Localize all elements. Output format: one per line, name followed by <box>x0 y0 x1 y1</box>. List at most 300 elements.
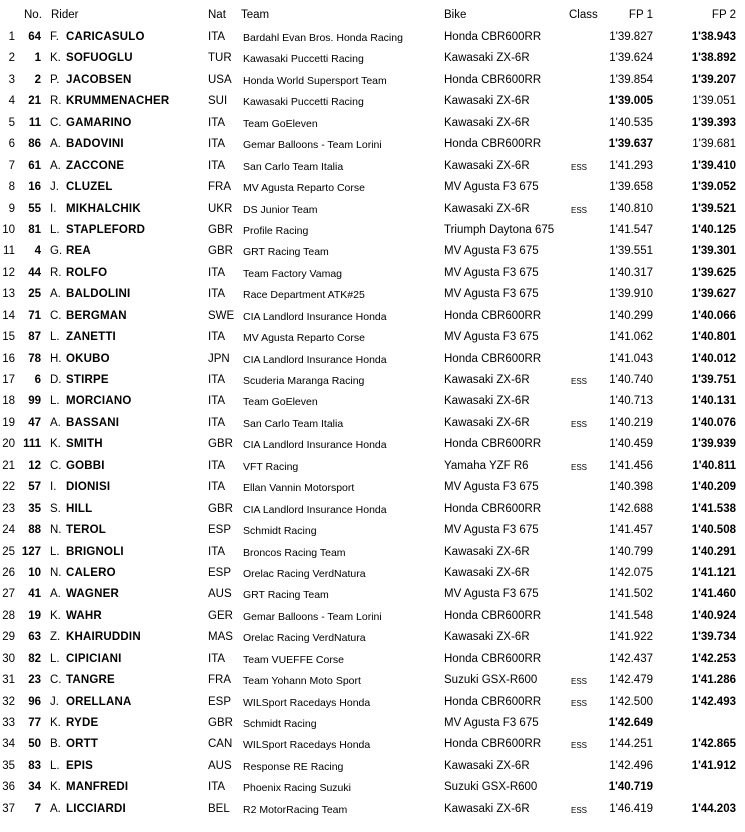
nationality-cell: ESP <box>208 695 232 708</box>
fp2-time: 1'42.253 <box>691 652 736 665</box>
rider-initial: A. <box>50 159 61 172</box>
team-cell: Orelac Racing VerdNatura <box>243 567 366 580</box>
fp1-time: 1'41.062 <box>609 331 653 344</box>
position-cell: 25 <box>2 545 15 558</box>
team-cell: Orelac Racing VerdNatura <box>243 632 366 645</box>
class-cell: ESS <box>571 162 588 172</box>
position-cell: 27 <box>2 588 15 601</box>
table-row <box>0 134 745 155</box>
number-cell: 50 <box>28 738 41 751</box>
rider-surname: BALDOLINI <box>66 288 131 301</box>
position-cell: 10 <box>2 223 15 236</box>
team-cell: WILSport Racedays Honda <box>243 696 371 709</box>
position-cell: 3 <box>8 73 15 86</box>
rider-initial: A. <box>50 588 61 601</box>
number-cell: 7 <box>34 802 41 815</box>
rider-initial: P. <box>50 73 60 86</box>
bike-cell: Kawasaki ZX-6R <box>444 95 530 108</box>
table-row <box>0 306 745 327</box>
table-row <box>0 713 745 734</box>
fp1-time: 1'41.043 <box>609 352 653 365</box>
fp1-time: 1'40.713 <box>609 395 653 408</box>
rider-surname: MANFREDI <box>66 781 129 794</box>
position-cell: 20 <box>2 438 15 451</box>
nationality-cell: ESP <box>208 524 232 537</box>
table-row <box>0 520 745 541</box>
team-cell: MV Agusta Reparto Corse <box>243 332 365 345</box>
nationality-cell: JPN <box>208 352 230 365</box>
rider-surname: KRUMMENACHER <box>66 95 170 108</box>
bike-cell: Kawasaki ZX-6R <box>444 52 530 65</box>
fp1-time: 1'40.799 <box>609 545 653 558</box>
team-cell: CIA Landlord Insurance Honda <box>243 310 387 323</box>
nationality-cell: AUS <box>208 759 232 772</box>
nationality-cell: USA <box>208 73 232 86</box>
team-cell: Broncos Racing Team <box>243 546 346 559</box>
rider-surname: CLUZEL <box>66 181 113 194</box>
fp1-time: 1'40.459 <box>609 438 653 451</box>
rider-surname: RYDE <box>66 717 99 729</box>
nationality-cell: GBR <box>208 438 233 451</box>
nationality-cell: BEL <box>208 802 230 815</box>
table-row <box>0 542 745 563</box>
rider-surname: WAHR <box>66 609 102 622</box>
team-cell: Phoenix Racing Suzuki <box>243 782 351 795</box>
number-cell: 127 <box>21 545 41 558</box>
bike-cell: Kawasaki ZX-6R <box>444 631 530 644</box>
rider-surname: GAMARINO <box>66 116 132 129</box>
team-cell: Team VUEFFE Corse <box>243 653 344 666</box>
team-cell: Team Factory Vamag <box>243 267 343 280</box>
bike-cell: Honda CBR600RR <box>444 352 542 365</box>
rider-surname: KHAIRUDDIN <box>66 631 141 644</box>
table-row <box>0 199 745 220</box>
bike-cell: Honda CBR600RR <box>444 438 542 451</box>
nationality-cell: ITA <box>208 116 226 129</box>
rider-initial: H. <box>50 352 62 365</box>
bike-cell: MV Agusta F3 675 <box>444 524 539 537</box>
team-cell: CIA Landlord Insurance Honda <box>243 503 387 516</box>
rider-surname: ZANETTI <box>66 331 116 344</box>
rider-initial: L. <box>50 652 60 665</box>
rider-surname: BASSANI <box>66 416 120 429</box>
position-cell: 26 <box>2 566 15 579</box>
team-cell: San Carlo Team Italia <box>243 417 344 430</box>
number-cell: 12 <box>28 459 41 472</box>
number-cell: 4 <box>34 245 41 258</box>
team-cell: Team Yohann Moto Sport <box>243 675 361 688</box>
fp2-time: 1'39.681 <box>692 138 736 151</box>
bike-cell: MV Agusta F3 675 <box>444 717 539 729</box>
number-cell: 34 <box>28 781 41 794</box>
position-cell: 33 <box>2 717 15 729</box>
fp2-time: 1'40.811 <box>692 459 736 472</box>
position-cell: 8 <box>8 181 15 194</box>
fp2-time: 1'42.493 <box>691 695 736 708</box>
fp2-time: 1'40.066 <box>691 309 736 322</box>
position-cell: 32 <box>2 695 15 708</box>
team-cell: Response RE Racing <box>243 760 344 773</box>
team-cell: Kawasaki Puccetti Racing <box>243 96 364 109</box>
bike-cell: Kawasaki ZX-6R <box>444 159 530 172</box>
fp2-time: 1'39.207 <box>691 73 736 86</box>
fp1-time: 1'39.854 <box>609 73 653 86</box>
team-cell: CIA Landlord Insurance Honda <box>243 353 387 366</box>
fp1-time: 1'39.624 <box>609 52 653 65</box>
header-fp2: FP 2 <box>711 9 736 21</box>
position-cell: 30 <box>2 652 15 665</box>
table-row <box>0 370 745 391</box>
fp1-time: 1'40.219 <box>609 416 653 429</box>
position-cell: 31 <box>2 674 15 687</box>
rider-surname: EPIS <box>66 759 94 772</box>
table-row <box>0 692 745 713</box>
bike-cell: MV Agusta F3 675 <box>444 288 539 301</box>
team-cell: GRT Racing Team <box>243 246 329 259</box>
rider-surname: MIKHALCHIK <box>66 202 141 215</box>
header-fp1: FP 1 <box>628 9 653 21</box>
nationality-cell: ESP <box>208 566 232 579</box>
table-row <box>0 434 745 455</box>
bike-cell: Honda CBR600RR <box>444 502 542 515</box>
fp2-time: 1'42.865 <box>691 738 736 751</box>
bike-cell: Kawasaki ZX-6R <box>444 802 530 815</box>
fp1-time: 1'40.740 <box>609 374 653 386</box>
fp1-time: 1'39.005 <box>608 95 653 108</box>
rider-surname: TANGRE <box>66 674 115 687</box>
table-row <box>0 799 745 820</box>
nationality-cell: GBR <box>208 717 233 729</box>
position-cell: 21 <box>2 459 15 472</box>
bike-cell: Triumph Daytona 675 <box>444 223 555 236</box>
fp1-time: 1'41.922 <box>609 631 653 644</box>
rider-surname: ROLFO <box>66 266 108 279</box>
number-cell: 47 <box>28 416 41 429</box>
fp2-time: 1'39.939 <box>691 438 736 451</box>
rider-surname: ORELLANA <box>66 695 132 708</box>
fp2-time: 1'41.460 <box>691 588 736 601</box>
table-row <box>0 327 745 348</box>
rider-initial: K. <box>50 438 61 451</box>
team-cell: Team GoEleven <box>243 396 318 409</box>
bike-cell: MV Agusta F3 675 <box>444 181 539 194</box>
position-cell: 22 <box>2 481 15 494</box>
fp1-time: 1'42.500 <box>609 695 653 708</box>
position-cell: 13 <box>2 288 15 301</box>
header-bike: Bike <box>444 9 467 21</box>
nationality-cell: GER <box>208 609 233 622</box>
rider-surname: SMITH <box>66 438 103 451</box>
number-cell: 44 <box>28 266 41 279</box>
bike-cell: Kawasaki ZX-6R <box>444 395 530 408</box>
number-cell: 23 <box>28 674 41 687</box>
number-cell: 61 <box>28 159 41 172</box>
fp1-time: 1'41.502 <box>609 588 653 601</box>
table-row <box>0 241 745 262</box>
table-row <box>0 777 745 798</box>
fp1-time: 1'39.637 <box>608 138 653 151</box>
rider-surname: HILL <box>66 502 93 515</box>
nationality-cell: ITA <box>208 288 226 301</box>
fp2-time: 1'40.291 <box>691 545 736 558</box>
nationality-cell: ITA <box>208 31 226 43</box>
position-cell: 17 <box>2 374 15 386</box>
rider-surname: CARICASULO <box>66 31 145 43</box>
nationality-cell: ITA <box>208 545 226 558</box>
header-no: No. <box>24 9 42 21</box>
number-cell: 71 <box>28 309 41 322</box>
bike-cell: MV Agusta F3 675 <box>444 331 539 344</box>
rider-initial: K. <box>50 781 61 794</box>
header-nat: Nat <box>208 9 226 21</box>
table-row <box>0 456 745 477</box>
table-row <box>0 756 745 777</box>
rider-initial: A. <box>50 138 61 151</box>
number-cell: 41 <box>28 588 41 601</box>
class-cell: ESS <box>571 419 588 429</box>
table-row <box>0 649 745 670</box>
fp1-time: 1'42.688 <box>609 502 653 515</box>
table-row <box>0 734 745 755</box>
team-cell: GRT Racing Team <box>243 589 329 602</box>
header-team: Team <box>241 9 270 21</box>
team-cell: Gemar Balloons - Team Lorini <box>243 139 382 152</box>
number-cell: 99 <box>28 395 41 408</box>
rider-surname: TEROL <box>66 524 106 537</box>
nationality-cell: ITA <box>208 159 226 172</box>
bike-cell: Kawasaki ZX-6R <box>444 202 530 215</box>
table-row <box>0 477 745 498</box>
rider-initial: A. <box>50 288 61 301</box>
rider-surname: BRIGNOLI <box>66 545 124 558</box>
nationality-cell: FRA <box>208 181 231 194</box>
fp1-time: 1'40.299 <box>609 309 653 322</box>
table-row <box>0 413 745 434</box>
rider-initial: K. <box>50 52 61 65</box>
bike-cell: Kawasaki ZX-6R <box>444 566 530 579</box>
bike-cell: Honda CBR600RR <box>444 652 542 665</box>
bike-cell: Honda CBR600RR <box>444 309 542 322</box>
fp2-time: 1'39.410 <box>691 159 736 172</box>
fp2-time: 1'40.924 <box>691 609 736 622</box>
position-cell: 24 <box>2 524 15 537</box>
bike-cell: Kawasaki ZX-6R <box>444 759 530 772</box>
fp2-time: 1'44.203 <box>691 802 736 815</box>
table-row <box>0 263 745 284</box>
table-row <box>0 220 745 241</box>
rider-surname: GOBBI <box>66 459 105 472</box>
fp1-time: 1'41.548 <box>609 609 653 622</box>
bike-cell: Kawasaki ZX-6R <box>444 416 530 429</box>
table-row <box>0 499 745 520</box>
number-cell: 64 <box>28 31 41 43</box>
rider-surname: WAGNER <box>66 588 119 601</box>
nationality-cell: AUS <box>208 588 232 601</box>
rider-initial: L. <box>50 545 60 558</box>
bike-cell: Suzuki GSX-R600 <box>444 781 538 794</box>
team-cell: Schmidt Racing <box>243 718 317 730</box>
table-row <box>0 627 745 648</box>
fp2-time: 1'39.301 <box>691 245 736 258</box>
rider-initial: R. <box>50 95 62 108</box>
rider-surname: CALERO <box>66 566 116 579</box>
nationality-cell: GBR <box>208 502 233 515</box>
class-cell: ESS <box>571 741 588 751</box>
position-cell: 14 <box>2 309 15 322</box>
team-cell: Kawasaki Puccetti Racing <box>243 53 364 66</box>
position-cell: 11 <box>3 245 15 258</box>
position-cell: 35 <box>2 759 15 772</box>
bike-cell: Honda CBR600RR <box>444 31 542 43</box>
position-cell: 12 <box>2 266 15 279</box>
rider-initial: K. <box>50 717 61 729</box>
rider-initial: L. <box>50 331 60 344</box>
fp1-time: 1'40.810 <box>609 202 653 215</box>
team-cell: Scuderia Maranga Racing <box>243 375 365 387</box>
bike-cell: Honda CBR600RR <box>444 695 542 708</box>
bike-cell: MV Agusta F3 675 <box>444 245 539 258</box>
table-row <box>0 91 745 112</box>
results-table <box>0 27 745 820</box>
nationality-cell: ITA <box>208 652 226 665</box>
number-cell: 10 <box>28 566 41 579</box>
team-cell: Bardahl Evan Bros. Honda Racing <box>243 32 403 44</box>
fp1-time: 1'42.649 <box>608 717 653 729</box>
number-cell: 88 <box>28 524 41 537</box>
nationality-cell: TUR <box>208 52 232 65</box>
number-cell: 35 <box>28 502 41 515</box>
fp1-time: 1'41.293 <box>609 159 653 172</box>
fp2-time: 1'41.538 <box>691 502 736 515</box>
fp2-time: 1'39.751 <box>691 374 736 386</box>
number-cell: 77 <box>28 717 41 729</box>
table-row <box>0 584 745 605</box>
team-cell: Team GoEleven <box>243 117 318 130</box>
fp2-time: 1'39.734 <box>691 631 736 644</box>
fp1-time: 1'40.317 <box>609 266 653 279</box>
number-cell: 6 <box>34 374 41 386</box>
rider-surname: ORTT <box>66 738 99 751</box>
bike-cell: Suzuki GSX-R600 <box>444 674 538 687</box>
rider-surname: REA <box>66 245 91 258</box>
bike-cell: MV Agusta F3 675 <box>444 481 539 494</box>
fp1-time: 1'42.496 <box>609 759 653 772</box>
rider-surname: STAPLEFORD <box>66 223 146 236</box>
fp2-time: 1'39.521 <box>691 202 736 215</box>
fp1-time: 1'39.827 <box>609 31 653 43</box>
number-cell: 81 <box>28 223 41 236</box>
rider-initial: L. <box>50 223 60 236</box>
bike-cell: MV Agusta F3 675 <box>444 266 539 279</box>
nationality-cell: UKR <box>208 202 233 215</box>
fp2-time: 1'40.801 <box>691 331 736 344</box>
bike-cell: MV Agusta F3 675 <box>444 588 539 601</box>
number-cell: 96 <box>28 695 41 708</box>
rider-initial: K. <box>50 609 61 622</box>
rider-surname: JACOBSEN <box>66 73 132 86</box>
class-cell: ESS <box>571 698 588 708</box>
class-cell: ESS <box>571 205 588 215</box>
nationality-cell: GBR <box>208 245 233 258</box>
fp1-time: 1'40.719 <box>608 781 653 794</box>
fp2-time: 1'41.286 <box>691 674 736 687</box>
rider-initial: Z. <box>50 631 61 644</box>
table-row <box>0 177 745 198</box>
fp2-time: 1'39.052 <box>691 181 736 194</box>
number-cell: 57 <box>28 481 41 494</box>
table-row <box>0 70 745 91</box>
rider-initial: D. <box>50 374 62 386</box>
team-cell: Profile Racing <box>243 224 309 237</box>
rider-surname: BERGMAN <box>66 309 127 322</box>
position-cell: 5 <box>8 116 15 129</box>
table-row <box>0 349 745 370</box>
fp2-time: 1'38.892 <box>691 52 736 65</box>
rider-surname: STIRPE <box>66 374 109 386</box>
class-cell: ESS <box>571 677 588 687</box>
position-cell: 6 <box>8 138 15 151</box>
position-cell: 7 <box>8 159 15 172</box>
position-cell: 23 <box>2 502 15 515</box>
fp1-time: 1'42.479 <box>609 674 653 687</box>
fp1-time: 1'40.535 <box>609 116 653 129</box>
number-cell: 87 <box>28 331 41 344</box>
number-cell: 19 <box>28 609 41 622</box>
nationality-cell: ITA <box>208 374 226 386</box>
rider-initial: C. <box>50 459 62 472</box>
bike-cell: Kawasaki ZX-6R <box>444 545 530 558</box>
fp2-time: 1'40.131 <box>691 395 736 408</box>
table-row <box>0 48 745 69</box>
team-cell: WILSport Racedays Honda <box>243 739 371 752</box>
rider-initial: J. <box>50 181 59 194</box>
rider-initial: I. <box>50 481 57 494</box>
bike-cell: Kawasaki ZX-6R <box>444 116 530 129</box>
team-cell: VFT Racing <box>243 460 299 473</box>
rider-initial: N. <box>50 524 62 537</box>
bike-cell: Honda CBR600RR <box>444 138 542 151</box>
number-cell: 1 <box>34 52 41 65</box>
rider-surname: BADOVINI <box>66 138 124 151</box>
fp2-time: 1'41.121 <box>691 566 736 579</box>
position-cell: 37 <box>2 802 15 815</box>
fp1-time: 1'46.419 <box>609 802 653 815</box>
nationality-cell: ITA <box>208 481 226 494</box>
number-cell: 16 <box>28 181 41 194</box>
rider-initial: C. <box>50 674 62 687</box>
position-cell: 1 <box>8 31 15 43</box>
rider-surname: MORCIANO <box>66 395 132 408</box>
number-cell: 2 <box>34 73 41 86</box>
bike-cell: Honda CBR600RR <box>444 73 542 86</box>
fp2-time: 1'40.012 <box>691 352 736 365</box>
header-class: Class <box>569 9 598 21</box>
nationality-cell: GBR <box>208 223 233 236</box>
class-cell: ESS <box>571 377 588 386</box>
team-cell: San Carlo Team Italia <box>243 160 344 173</box>
nationality-cell: SUI <box>208 95 228 108</box>
fp2-time: 1'40.508 <box>691 524 736 537</box>
fp1-time: 1'39.551 <box>609 245 653 258</box>
number-cell: 82 <box>28 652 41 665</box>
table-row <box>0 156 745 177</box>
team-cell: Ellan Vannin Motorsport <box>243 482 355 495</box>
nationality-cell: ITA <box>208 266 226 279</box>
nationality-cell: ITA <box>208 416 226 429</box>
bike-cell: Honda CBR600RR <box>444 609 542 622</box>
rider-initial: F. <box>50 31 59 43</box>
rider-initial: I. <box>50 202 57 215</box>
